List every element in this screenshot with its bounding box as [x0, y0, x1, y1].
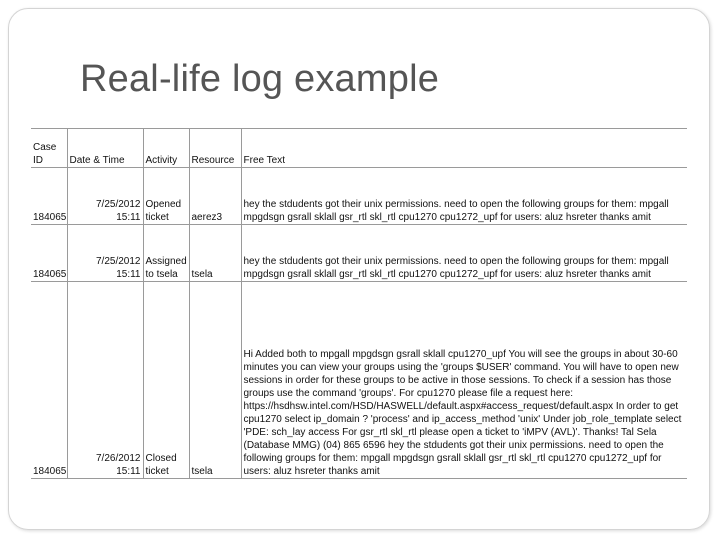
free-text-cell: Hi Added both to mpgall mpgdsgn gsrall sklall cpu1270_upf You will see the groups in about 30-60 minutes you can view your groups using the 'groups $USER' command. You will have to open new sessions in order for these groups to be active in those sessions. To check if a session has those groups use the command 'groups'. For cpu1270 please file a request here: https://hsdhsw.intel.com/HSD/HASWELL/default.aspx#access_request/default.aspx In order to get cpu1270 select ip_domain ? 'process' and ip_access_method 'unix' Under job_role_template select 'PDE: sch_lay access For gsr_rtl skl_rtl please open a ticket to 'iMPV (AVL)'. Thanks! Tal Sela (Database MMG) (04) 865 6596 hey the stdudents got their unix permissions. need to open the following groups for them: mpgall mpgdsgn gsrall sklall gsr_rtl skl_rtl cpu1270 cpu1272_upf for users: aluz hsreter thanks amit	[241, 282, 687, 479]
case-id-cell: 184065	[31, 168, 67, 225]
resource-cell: tsela	[189, 282, 241, 479]
case-id-cell: 184065	[31, 225, 67, 282]
free-text-cell: hey the stdudents got their unix permissions. need to open the following groups for them: mpgall mpgdsgn gsrall sklall gsr_rtl skl_rtl cpu1270 cpu1272_upf for users: aluz hsreter thanks amit	[241, 225, 687, 282]
case-id-cell: 184065	[31, 282, 67, 479]
slide-title: Real-life log example	[80, 58, 440, 100]
header-free-text: Free Text	[241, 129, 687, 168]
datetime-cell: 7/25/2012 15:11	[67, 168, 143, 225]
resource-cell: aerez3	[189, 168, 241, 225]
activity-cell: Opened ticket	[143, 168, 189, 225]
table-header-row	[31, 129, 687, 168]
header-date-time: Date & Time	[67, 129, 143, 168]
activity-cell: Assigned to tsela	[143, 225, 189, 282]
free-text-cell: hey the stdudents got their unix permissions. need to open the following groups for them: mpgall mpgdsgn gsrall sklall gsr_rtl skl_rtl cpu1270 cpu1272_upf for users: aluz hsreter thanks amit	[241, 168, 687, 225]
header-activity: Activity	[143, 129, 189, 168]
table-row	[31, 168, 687, 225]
datetime-cell: 7/26/2012 15:11	[67, 282, 143, 479]
table-row	[31, 282, 687, 479]
datetime-cell: 7/25/2012 15:11	[67, 225, 143, 282]
header-case-id: Case ID	[31, 129, 67, 168]
activity-cell: Closed ticket	[143, 282, 189, 479]
table-row	[31, 225, 687, 282]
event-log-table	[31, 128, 687, 479]
header-resource: Resource	[189, 129, 241, 168]
resource-cell: tsela	[189, 225, 241, 282]
